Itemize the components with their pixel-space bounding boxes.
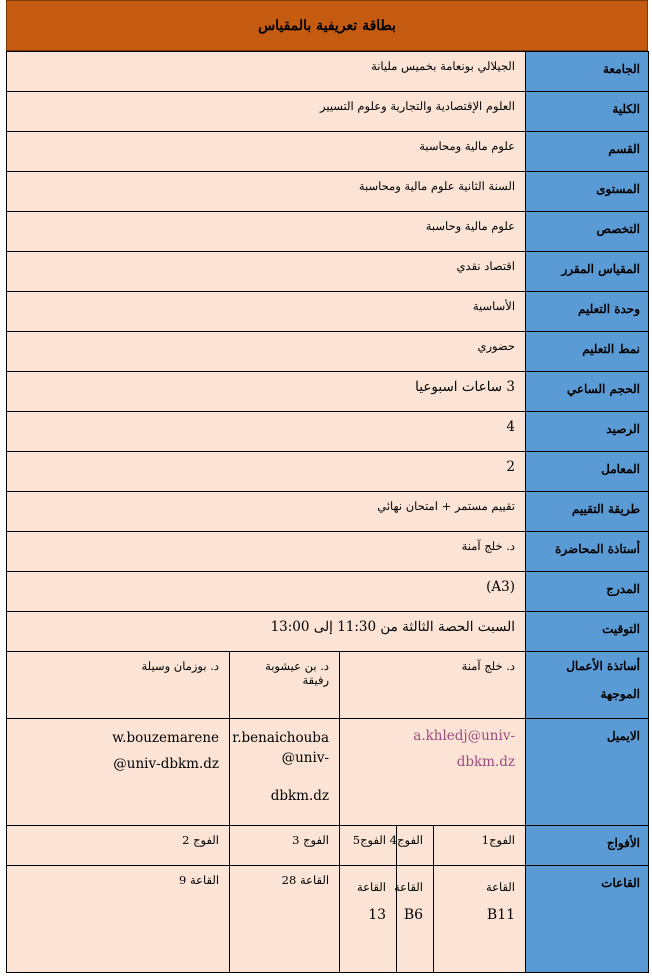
info-row xyxy=(7,92,649,132)
row-label: التوقيت xyxy=(526,612,649,652)
tutor-name: د. بوزمان وسيلة xyxy=(7,652,230,719)
info-row xyxy=(7,332,649,372)
row-label: المستوى xyxy=(526,172,649,212)
row-label: الرصيد xyxy=(526,412,649,452)
emails-row xyxy=(7,719,649,826)
row-label: وحدة التعليم xyxy=(526,292,649,332)
tutor-name: د. بن عيشوبة رفيقة xyxy=(230,652,340,719)
email-text: w.bouzemarene xyxy=(112,730,220,746)
info-row xyxy=(7,412,649,452)
email-link[interactable]: a.khledj@univ- dbkm.dz xyxy=(413,728,516,770)
row-label: طريقة التقييم xyxy=(526,492,649,532)
rooms-label: القاعات xyxy=(526,866,649,973)
groups-label: الأفواج xyxy=(526,826,649,866)
emails-label: الايميل xyxy=(526,719,649,826)
info-row xyxy=(7,572,649,612)
row-label: المدرج xyxy=(526,572,649,612)
tutor-name: د. خلج آمنة xyxy=(340,652,526,719)
row-value: الجيلالي بونعامة بخميس مليانة xyxy=(7,52,526,92)
row-value: اقتصاد نقدي xyxy=(7,252,526,292)
info-row xyxy=(7,212,649,252)
row-value: 4 xyxy=(7,412,526,452)
row-label: الكلية xyxy=(526,92,649,132)
group-cell: الفوج 3 xyxy=(230,826,340,866)
group-cell: الفوج4 xyxy=(397,826,434,866)
row-value: السنة الثانية علوم مالية ومحاسبة xyxy=(7,172,526,212)
module-info-card xyxy=(6,0,648,973)
row-value: الأساسية xyxy=(7,292,526,332)
rooms-row xyxy=(7,866,649,973)
info-row xyxy=(7,172,649,212)
email-cell xyxy=(7,719,230,826)
row-label: أستاذة المحاضرة xyxy=(526,532,649,572)
row-value: (A3) xyxy=(7,572,526,612)
row-value: علوم مالية ومحاسبة xyxy=(7,132,526,172)
group-cell: الفوج1 xyxy=(434,826,526,866)
room-cell: القاعة B6 xyxy=(397,866,434,973)
row-value: السبت الحصة الثالثة من 11:30 إلى 13:00 xyxy=(7,612,526,652)
email-text: r.benaichouba xyxy=(232,730,330,746)
row-label: الجامعة xyxy=(526,52,649,92)
groups-row xyxy=(7,826,649,866)
row-value: علوم مالية وحاسبة xyxy=(7,212,526,252)
info-row xyxy=(7,252,649,292)
room-cell: القاعة B11 xyxy=(434,866,526,973)
card-title: بطاقة تعريفية بالمقياس xyxy=(6,0,648,51)
group-cell: الفوج5 xyxy=(340,826,397,866)
row-label: المقياس المقرر xyxy=(526,252,649,292)
row-value: 2 xyxy=(7,452,526,492)
info-row xyxy=(7,292,649,332)
info-row xyxy=(7,132,649,172)
tutors-row xyxy=(7,652,649,719)
row-label: الحجم الساعي xyxy=(526,372,649,412)
room-cell: القاعة 9 xyxy=(7,866,230,973)
room-cell: القاعة 28 xyxy=(230,866,340,973)
group-cell: الفوج 2 xyxy=(7,826,230,866)
row-value: حضوري xyxy=(7,332,526,372)
room-cell: القاعة 13 xyxy=(340,866,397,973)
row-label: نمط التعليم xyxy=(526,332,649,372)
info-row xyxy=(7,492,649,532)
tutors-label: أساتذة الأعمال الموجهة xyxy=(526,652,649,719)
row-label: القسم xyxy=(526,132,649,172)
row-value: العلوم الإقتصادية والتجارية وعلوم التسيير xyxy=(7,92,526,132)
info-table xyxy=(6,51,649,973)
row-value: تقييم مستمر + امتحان نهائي xyxy=(7,492,526,532)
email-cell xyxy=(230,719,340,826)
row-label: التخصص xyxy=(526,212,649,252)
row-label: المعامل xyxy=(526,452,649,492)
info-row xyxy=(7,452,649,492)
info-row xyxy=(7,612,649,652)
row-value: د. خلج آمنة xyxy=(7,532,526,572)
email-text: @univ-dbkm.dz xyxy=(113,756,220,772)
email-cell xyxy=(340,719,526,826)
info-row xyxy=(7,52,649,92)
row-value: 3 ساعات اسبوعيا xyxy=(7,372,526,412)
info-row xyxy=(7,532,649,572)
info-row xyxy=(7,372,649,412)
email-text: @univ-dbkm.dz xyxy=(270,750,330,804)
